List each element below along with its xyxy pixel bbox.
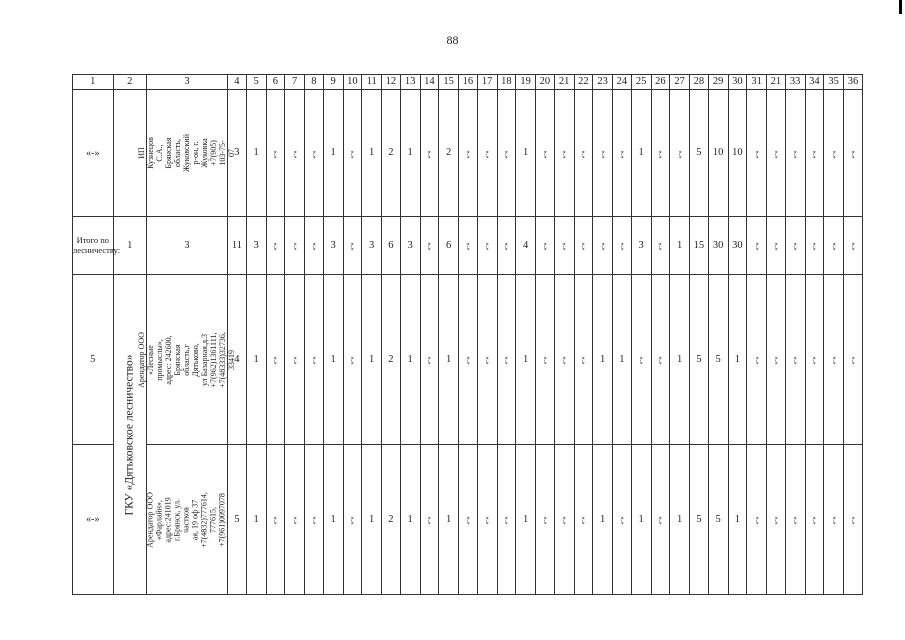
dash-cell [536,90,555,217]
column-header: 30 [728,75,747,90]
dash-mark: «-» [849,516,857,525]
dash-mark: «-» [271,516,279,525]
value-cell: 1 [323,275,343,445]
value-cell: 5 [708,445,728,595]
value-cell: 3 [400,217,420,275]
column-header: 11 [362,75,382,90]
dash-cell [459,275,478,445]
dash-mark: «-» [541,516,549,525]
dash-cell [477,90,497,217]
dash-cell [266,217,285,275]
column-header: 35 [824,75,844,90]
dash-mark: «-» [791,150,799,159]
row-number-cell: Итого по лесничеству: [73,217,114,275]
dash-cell [497,217,516,275]
value-cell: 30 [728,217,747,275]
dash-cell [613,445,632,595]
dash-mark: «-» [772,150,780,159]
dash-cell [266,445,285,595]
dash-mark: «-» [348,356,356,365]
dash-cell [824,217,844,275]
data-table [72,74,863,595]
column-header: 4 [228,75,247,90]
dash-mark: «-» [502,150,510,159]
value-cell: 1 [362,445,382,595]
value-cell: 1 [631,90,651,217]
value-cell: 2 [382,275,401,445]
column-header: 18 [497,75,516,90]
column-header: 25 [631,75,651,90]
dash-mark: «-» [464,150,472,159]
dash-cell [554,90,574,217]
dash-cell [459,445,478,595]
column-header: 14 [420,75,439,90]
column-header: 12 [382,75,401,90]
column-header: 7 [285,75,305,90]
dash-mark: «-» [772,516,780,525]
dash-cell [497,445,516,595]
dash-mark: «-» [425,516,433,525]
dash-mark: «-» [348,242,356,251]
value-cell: 10 [708,90,728,217]
dash-mark: «-» [618,516,626,525]
column-header: 16 [459,75,478,90]
value-cell: 1 [516,275,536,445]
dash-cell [844,275,863,445]
value-cell: 3 [631,217,651,275]
dash-mark: «-» [618,150,626,159]
value-cell: 2 [382,90,401,217]
value-cell: 3 [362,217,382,275]
row-number-cell: «-» [73,445,114,595]
column-header: 21 [554,75,574,90]
dash-cell [459,217,478,275]
dash-mark: «-» [271,150,279,159]
organisation-cell [136,90,236,217]
value-cell: 1 [728,445,747,595]
dash-mark: «-» [618,242,626,251]
value-cell: 4 [516,217,536,275]
value-cell: 1 [670,445,690,595]
dash-cell [343,445,362,595]
dash-mark: «-» [310,516,318,525]
value-cell: 5 [228,445,247,595]
dash-mark: «-» [291,356,299,365]
dash-mark: «-» [753,516,761,525]
dash-cell [767,275,786,445]
dash-cell [285,445,305,595]
value-cell: 2 [439,90,459,217]
value-cell: 1 [593,275,613,445]
dash-cell [285,90,305,217]
column-header: 15 [439,75,459,90]
dash-mark: «-» [483,150,491,159]
column-header: 27 [670,75,690,90]
dash-mark: «-» [464,516,472,525]
column-header: 26 [651,75,670,90]
dash-cell [844,217,863,275]
column-header: 23 [593,75,613,90]
column-header: 9 [323,75,343,90]
dash-cell [420,275,439,445]
dash-mark: «-» [599,150,607,159]
column-header: 17 [477,75,497,90]
dash-cell [747,217,767,275]
dash-cell [651,217,670,275]
dash-mark: «-» [502,516,510,525]
dash-cell [785,90,805,217]
column-header: 24 [613,75,632,90]
value-cell: 1 [631,445,651,595]
dash-cell [785,275,805,445]
dash-cell [613,217,632,275]
value-cell: 1 [728,275,747,445]
value-cell: 1 [670,275,690,445]
dash-cell [767,445,786,595]
dash-mark: «-» [772,356,780,365]
dash-mark: «-» [541,150,549,159]
header-row [73,75,863,90]
dash-mark: «-» [310,150,318,159]
dash-mark: «-» [579,150,587,159]
dash-mark: «-» [830,150,838,159]
value-cell: 4 [228,275,247,445]
organisation-cell: 3 [146,217,227,275]
column-header: 5 [246,75,266,90]
value-cell: 1 [400,90,420,217]
dash-cell [536,275,555,445]
dash-mark: «-» [291,150,299,159]
column-header: 34 [805,75,824,90]
value-cell: 5 [690,275,709,445]
dash-mark: «-» [560,356,568,365]
row-number-cell: «-» [73,90,114,217]
value-cell: 5 [690,90,709,217]
dash-mark: «-» [541,242,549,251]
organisation-cell [146,445,227,595]
forestry-name-cell [113,275,146,595]
dash-mark: «-» [348,516,356,525]
value-cell: 1 [246,90,266,217]
dash-cell [844,90,863,217]
column-header: 29 [708,75,728,90]
column-header: 28 [690,75,709,90]
dash-cell [574,275,593,445]
column-header: 36 [844,75,863,90]
column-header: 1 [73,75,114,90]
dash-mark: «-» [483,516,491,525]
dash-cell [593,90,613,217]
value-cell: 6 [382,217,401,275]
dash-cell [536,445,555,595]
dash-cell [824,275,844,445]
dash-cell [593,217,613,275]
dash-mark: «-» [753,356,761,365]
column-header: 31 [747,75,767,90]
dash-mark: «-» [849,356,857,365]
dash-mark: «-» [483,356,491,365]
dash-mark: «-» [753,150,761,159]
value-cell: 1 [362,275,382,445]
dash-mark: «-» [599,242,607,251]
dash-mark: «-» [502,356,510,365]
dash-cell [844,445,863,595]
dash-cell [805,217,824,275]
organisation-text: Арендатор ООО «Лесные промыслы», адрес: 242600, Брянская область,г Дятьково, ул Базарная,д.3 +7(962)1361111, +7(48333)32736, 33419 [136,331,236,388]
value-cell: 3 [228,90,247,217]
dash-mark: «-» [271,242,279,251]
value-cell: 1 [362,90,382,217]
dash-cell [574,445,593,595]
dash-mark: «-» [656,242,664,251]
dash-mark: «-» [348,150,356,159]
dash-cell [554,445,574,595]
organisation-cell [136,275,236,445]
value-cell: 1 [400,445,420,595]
dash-cell [767,90,786,217]
dash-mark: «-» [772,242,780,251]
dash-cell [631,275,651,445]
table-row [73,445,863,595]
column-header: 13 [400,75,420,90]
value-cell: 1 [439,275,459,445]
value-cell: 1 [323,90,343,217]
table-row [73,217,863,275]
dash-cell [574,217,593,275]
dash-mark: «-» [676,150,684,159]
dash-cell [343,275,362,445]
dash-cell [651,275,670,445]
value-cell: 3 [323,217,343,275]
column-header: 2 [113,75,146,90]
dash-mark: «-» [291,516,299,525]
value-cell: 6 [439,217,459,275]
dash-mark: «-» [464,242,472,251]
forestry-name: ГКУ «Дятьковское лесничество» [123,353,136,516]
value-cell: 1 [593,445,613,595]
dash-mark: «-» [560,516,568,525]
dash-mark: «-» [464,356,472,365]
dash-mark: «-» [656,516,664,525]
value-cell: 11 [228,217,247,275]
dash-cell [497,90,516,217]
dash-mark: «-» [637,356,645,365]
table-row [73,275,863,445]
organisation-text: Арендатор ООО «Фарлайн», адрес:241019 г.Брянск, ул. частков ая, 19 оф 37 +7(4832)777614, 777615, +7(961)0097078 [145,491,227,548]
dash-mark: «-» [830,242,838,251]
dash-cell [536,217,555,275]
value-cell: 30 [708,217,728,275]
dash-cell [477,275,497,445]
column-header: 22 [574,75,593,90]
value-cell: 5 [690,445,709,595]
dash-cell [497,275,516,445]
dash-cell [285,275,305,445]
column-header: 10 [343,75,362,90]
dash-mark: «-» [579,516,587,525]
dash-mark: «-» [830,516,838,525]
dash-cell [651,445,670,595]
dash-cell [747,445,767,595]
dash-cell [459,90,478,217]
dash-cell [305,217,324,275]
value-cell: 1 [670,217,690,275]
dash-mark: «-» [656,356,664,365]
dash-cell [767,217,786,275]
dash-cell [266,90,285,217]
column-header: 19 [516,75,536,90]
value-cell: 2 [382,445,401,595]
dash-cell [805,275,824,445]
value-cell: 15 [690,217,709,275]
dash-cell [477,445,497,595]
dash-cell [285,217,305,275]
dash-mark: «-» [271,356,279,365]
column-header: 8 [305,75,324,90]
dash-mark: «-» [502,242,510,251]
dash-cell [343,90,362,217]
dash-mark: «-» [753,242,761,251]
edge-mark [899,0,902,14]
value-cell: 3 [246,217,266,275]
dash-cell [613,90,632,217]
value-cell: 10 [728,90,747,217]
dash-mark: «-» [579,242,587,251]
value-cell: 1 [246,445,266,595]
dash-cell [824,445,844,595]
dash-mark: «-» [579,356,587,365]
dash-mark: «-» [810,516,818,525]
dash-mark: «-» [560,150,568,159]
dash-mark: «-» [483,242,491,251]
dash-cell [554,217,574,275]
dash-cell [747,275,767,445]
column-header: 3 [146,75,227,90]
column-header: 33 [785,75,805,90]
dash-cell [747,90,767,217]
dash-mark: «-» [560,242,568,251]
dash-mark: «-» [810,242,818,251]
dash-cell [574,90,593,217]
value-cell: 1 [246,275,266,445]
dash-mark: «-» [541,356,549,365]
dash-mark: «-» [425,242,433,251]
dash-cell [824,90,844,217]
dash-mark: «-» [656,150,664,159]
dash-cell [651,90,670,217]
value-cell: 1 [323,445,343,595]
table-row [73,90,863,217]
dash-cell [266,275,285,445]
value-cell: 1 [516,445,536,595]
dash-mark: «-» [791,356,799,365]
dash-mark: «-» [425,150,433,159]
dash-mark: «-» [849,242,857,251]
forestry-cell: 1 [113,217,146,275]
dash-mark: «-» [310,356,318,365]
column-header: 6 [266,75,285,90]
dash-mark: «-» [849,150,857,159]
value-cell: 5 [708,275,728,445]
dash-cell [554,275,574,445]
dash-mark: «-» [810,150,818,159]
value-cell: 1 [439,445,459,595]
organisation-text: ИП Кузнецов С.А., Брянская область, Жуковский р-он, г. Жуковка +7(905) 103-75- 07 [136,134,236,172]
dash-cell [420,445,439,595]
dash-cell [305,90,324,217]
page-number: 88 [446,33,459,47]
dash-cell [670,90,690,217]
dash-mark: «-» [310,242,318,251]
dash-cell [477,217,497,275]
dash-cell [305,275,324,445]
dash-mark: «-» [810,356,818,365]
dash-mark: «-» [791,242,799,251]
dash-mark: «-» [830,356,838,365]
dash-mark: «-» [291,242,299,251]
dash-cell [785,445,805,595]
dash-mark: «-» [791,516,799,525]
dash-cell [343,217,362,275]
value-cell: 1 [516,90,536,217]
dash-mark: «-» [425,356,433,365]
dash-cell [785,217,805,275]
dash-cell [805,445,824,595]
value-cell: 1 [613,275,632,445]
column-header: 21 [767,75,786,90]
dash-cell [420,90,439,217]
dash-cell [420,217,439,275]
value-cell: 1 [400,275,420,445]
dash-cell [805,90,824,217]
row-number-cell: 5 [73,275,114,445]
column-header: 20 [536,75,555,90]
dash-cell [305,445,324,595]
